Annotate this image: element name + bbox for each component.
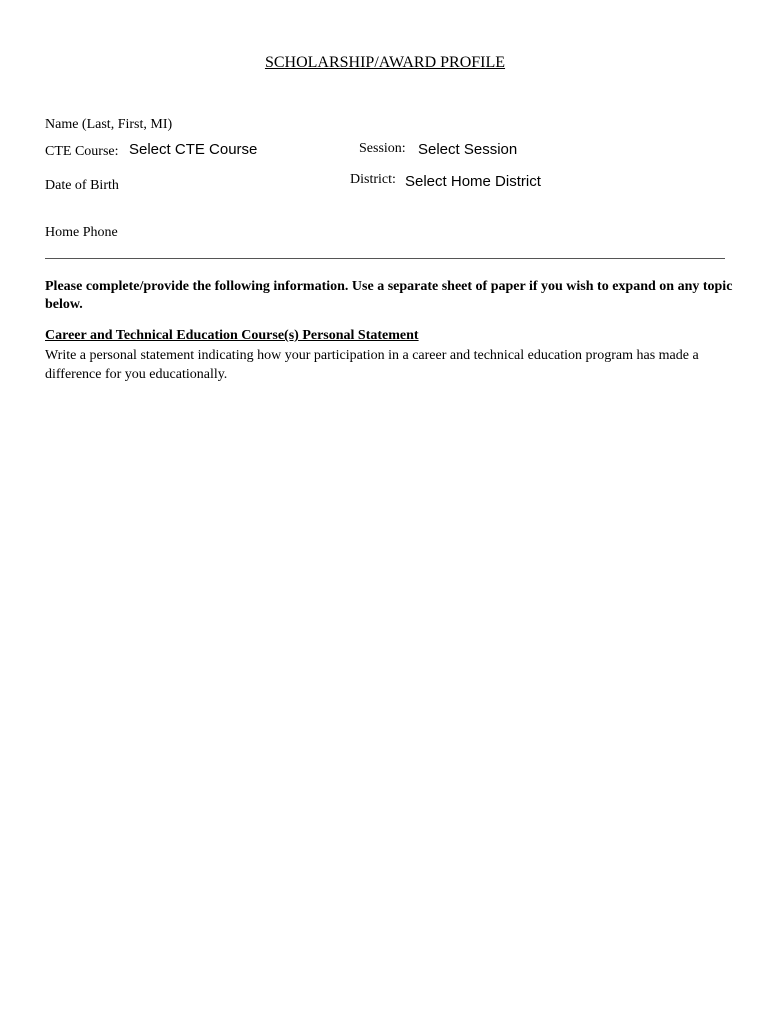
cte-course-label: CTE Course: <box>45 144 119 159</box>
date-of-birth-label: Date of Birth <box>45 178 119 193</box>
session-select[interactable]: Select Session <box>418 141 518 158</box>
district-select[interactable]: Select Home District <box>405 173 541 190</box>
home-phone-label: Home Phone <box>45 225 118 240</box>
instructions-text: Please complete/provide the following information. Use a separate sheet of paper if you wish to expand on any topic below. <box>45 279 733 312</box>
personal-statement-prompt: Write a personal statement indicating how your participation in a career and technical education program has made a difference for you educationally. <box>45 348 699 382</box>
cte-course-select[interactable]: Select CTE Course <box>129 141 258 158</box>
section-divider <box>45 258 725 259</box>
personal-statement-heading: Career and Technical Education Course(s) Personal Statement <box>45 328 419 343</box>
district-label: District: <box>350 172 396 187</box>
session-label: Session: <box>359 141 406 156</box>
form-title: SCHOLARSHIP/AWARD PROFILE <box>264 54 506 71</box>
name-label: Name (Last, First, MI) <box>45 117 173 132</box>
